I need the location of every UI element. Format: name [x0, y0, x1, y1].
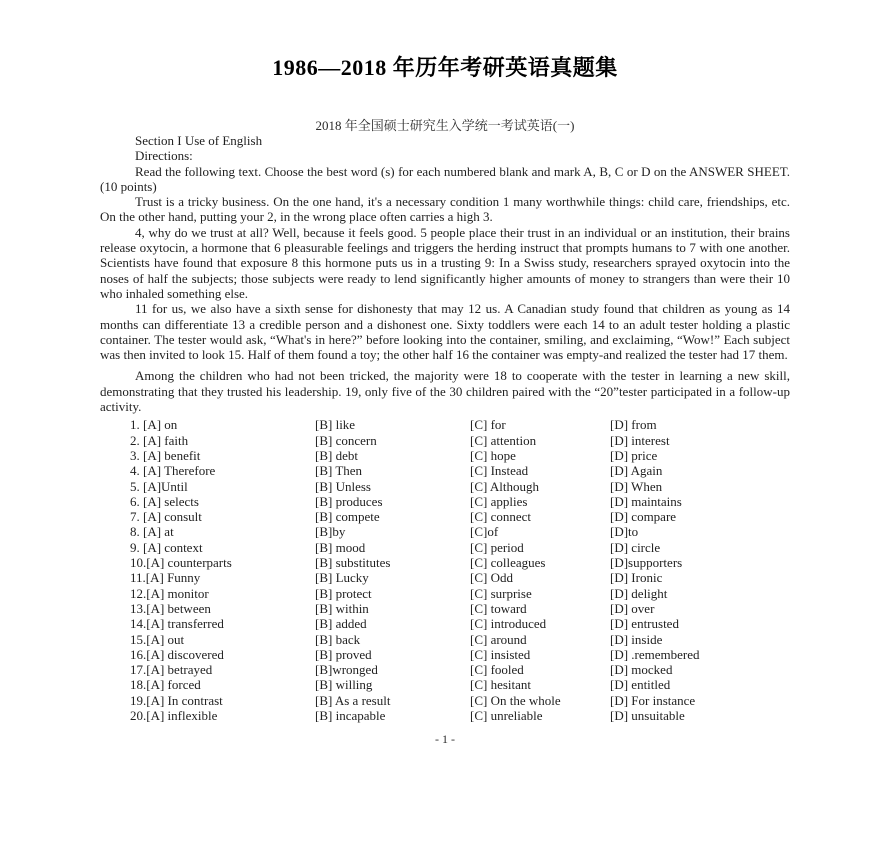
- question-option-c: [C] Odd: [470, 570, 513, 586]
- question-number-option-a: 4. [A] Therefore: [130, 463, 216, 479]
- passage-paragraph-1: Trust is a tricky business. On the one hand, it's a necessary condition 1 many worthwhile things: child care, friendships, etc. On the other hand, putting your 2, in the wrong place often carries a high 3.: [100, 194, 790, 225]
- question-option-c: [C] On the whole: [470, 692, 561, 708]
- question-option-b: [B] substitutes: [315, 555, 391, 571]
- question-number-option-a: 7. [A] consult: [130, 509, 202, 525]
- question-option-d: [D] Again: [610, 463, 663, 479]
- question-option-d: [D] .remembered: [610, 646, 700, 662]
- question-option-c: [C] for: [470, 417, 506, 433]
- question-option-b: [B] incapable: [315, 707, 386, 723]
- question-option-d: [D] mocked: [610, 662, 673, 678]
- question-option-d: [D]supporters: [610, 555, 683, 571]
- exam-title: 2018 年全国硕士研究生入学统一考试英语(一): [315, 118, 575, 133]
- document-page: [100, 0, 790, 747]
- question-number-option-a: 9. [A] context: [130, 539, 203, 555]
- question-number-option-a: 3. [A] benefit: [130, 447, 201, 463]
- question-option-c: [C] hope: [470, 447, 516, 463]
- question-option-b: [B] like: [315, 417, 356, 433]
- question-option-d: [D]to: [610, 524, 639, 540]
- question-row-15: [100, 632, 790, 647]
- question-option-d: [D] maintains: [610, 493, 682, 509]
- question-option-b: [B] As a result: [315, 692, 391, 708]
- question-option-c: [C] insisted: [470, 646, 531, 662]
- passage-paragraph-2: 4, why do we trust at all? Well, because it feels good. 5 people place their trust in an individual or an institution, their brains release oxytocin, a hormone that 6 pleasurable feelings and triggers the herding instruct that prompts humans to 7 with one another. Scientists have found that exposure 8 this hormone puts us in a trusting 9: In a Swiss study, researchers sprayed oxytocin into the noses of half the subjects; those subjects were ready to lend significantly higher amounts of money to strangers than were their 10 who inhaled something else.: [100, 224, 790, 301]
- question-option-d: [D] inside: [610, 631, 663, 647]
- question-row-9: [100, 540, 790, 555]
- question-option-d: [D] entrusted: [610, 616, 679, 632]
- question-number-option-a: 18.[A] forced: [130, 677, 201, 693]
- question-option-d: [D] circle: [610, 539, 661, 555]
- question-option-b: [B] proved: [315, 646, 372, 662]
- page-number: - 1 -: [435, 732, 455, 747]
- question-row-3: [100, 448, 790, 463]
- question-row-7: [100, 509, 790, 524]
- question-option-b: [B] within: [315, 600, 369, 616]
- question-option-c: [C] Instead: [470, 463, 529, 479]
- question-number-option-a: 15.[A] out: [130, 631, 185, 647]
- question-option-b: [B] back: [315, 631, 361, 647]
- question-option-c: [C] applies: [470, 493, 528, 509]
- question-option-c: [C] around: [470, 631, 527, 647]
- question-option-b: [B] Then: [315, 463, 363, 479]
- question-option-c: [C] fooled: [470, 662, 524, 678]
- question-row-4: [100, 463, 790, 478]
- question-row-12: [100, 586, 790, 601]
- question-row-5: [100, 479, 790, 494]
- question-option-b: [B] protect: [315, 585, 372, 601]
- question-row-8: [100, 524, 790, 539]
- section-heading: Section I Use of English: [135, 133, 263, 148]
- question-option-c: [C]of: [470, 524, 499, 540]
- question-row-14: [100, 616, 790, 631]
- directions-label: Directions:: [135, 148, 193, 164]
- question-row-16: [100, 647, 790, 662]
- document-title: 1986—2018 年历年考研英语真题集: [272, 55, 618, 80]
- question-option-d: [D] When: [610, 478, 663, 494]
- question-option-d: [D] entitled: [610, 677, 671, 693]
- question-option-c: [C] hesitant: [470, 677, 532, 693]
- question-option-c: [C] connect: [470, 509, 532, 525]
- question-option-d: [D] Ironic: [610, 570, 663, 586]
- question-option-d: [D] compare: [610, 509, 677, 525]
- question-row-10: [100, 555, 790, 570]
- question-number-option-a: 20.[A] inflexible: [130, 707, 218, 723]
- question-number-option-a: 1. [A] on: [130, 417, 178, 433]
- question-option-d: [D] over: [610, 600, 655, 616]
- question-row-6: [100, 494, 790, 509]
- question-number-option-a: 11.[A] Funny: [130, 570, 201, 586]
- question-option-b: [B] Unless: [315, 478, 371, 494]
- question-option-b: [B] added: [315, 616, 367, 632]
- question-number-option-a: 5. [A]Until: [130, 478, 188, 494]
- question-option-b: [B] concern: [315, 432, 377, 448]
- question-row-18: [100, 677, 790, 692]
- question-option-b: [B]wronged: [315, 662, 378, 678]
- question-option-b: [B] compete: [315, 509, 380, 525]
- question-option-b: [B] willing: [315, 677, 373, 693]
- question-option-c: [C] introduced: [470, 616, 547, 632]
- question-option-d: [D] interest: [610, 432, 670, 448]
- passage-paragraph-3: 11 for us, we also have a sixth sense for dishonesty that may 12 us. A Canadian study found that children as young as 14 months can differentiate 13 a credible person and a dishonest one. Sixty toddlers were each 14 to an adult tester holding a plastic container. The tester would ask, “What's in here?” before looking into the container, smiling, and exclaiming, “Wow!” Each subject was then invited to look 15. Half of them found a toy; the other half 16 the container was empty-and realized the tester had 17 them.: [100, 301, 790, 363]
- passage-paragraph-4: Among the children who had not been tricked, the majority were 18 to cooperate with the tester in learning a new skill, demonstrating that they trusted his leadership. 19, only five of the 30 children paired with the “20”tester participated in a follow-up activity.: [100, 368, 790, 415]
- questions-list: [100, 417, 790, 723]
- question-option-c: [C] attention: [470, 432, 537, 448]
- question-option-c: [C] colleagues: [470, 555, 546, 571]
- question-option-d: [D] from: [610, 417, 657, 433]
- question-option-c: [C] Although: [470, 478, 539, 494]
- question-number-option-a: 6. [A] selects: [130, 493, 199, 509]
- question-option-b: [B]by: [315, 524, 346, 540]
- question-option-b: [B] mood: [315, 539, 366, 555]
- question-number-option-a: 10.[A] counterparts: [130, 555, 232, 571]
- question-number-option-a: 16.[A] discovered: [130, 646, 224, 662]
- question-number-option-a: 17.[A] betrayed: [130, 662, 213, 678]
- question-number-option-a: 2. [A] faith: [130, 432, 189, 448]
- question-option-c: [C] unreliable: [470, 707, 543, 723]
- question-option-c: [C] toward: [470, 600, 527, 616]
- question-number-option-a: 13.[A] between: [130, 600, 211, 616]
- question-option-d: [D] unsuitable: [610, 707, 685, 723]
- question-row-1: [100, 417, 790, 432]
- question-row-17: [100, 662, 790, 677]
- question-option-c: [C] surprise: [470, 585, 532, 601]
- question-row-19: [100, 693, 790, 708]
- question-option-b: [B] debt: [315, 447, 358, 463]
- question-row-13: [100, 601, 790, 616]
- question-number-option-a: 19.[A] In contrast: [130, 692, 223, 708]
- question-option-d: [D] delight: [610, 585, 668, 601]
- question-option-d: [D] price: [610, 447, 658, 463]
- question-number-option-a: 12.[A] monitor: [130, 585, 209, 601]
- question-row-2: [100, 433, 790, 448]
- question-option-c: [C] period: [470, 539, 524, 555]
- question-option-b: [B] Lucky: [315, 570, 369, 586]
- question-number-option-a: 14.[A] transferred: [130, 616, 224, 632]
- question-number-option-a: 8. [A] at: [130, 524, 174, 540]
- directions-text: Read the following text. Choose the best word (s) for each numbered blank and mark A, B, C or D on the ANSWER SHEET. (10 points): [100, 163, 790, 194]
- question-option-b: [B] produces: [315, 493, 383, 509]
- question-option-d: [D] For instance: [610, 692, 696, 708]
- question-row-20: [100, 708, 790, 723]
- question-row-11: [100, 570, 790, 585]
